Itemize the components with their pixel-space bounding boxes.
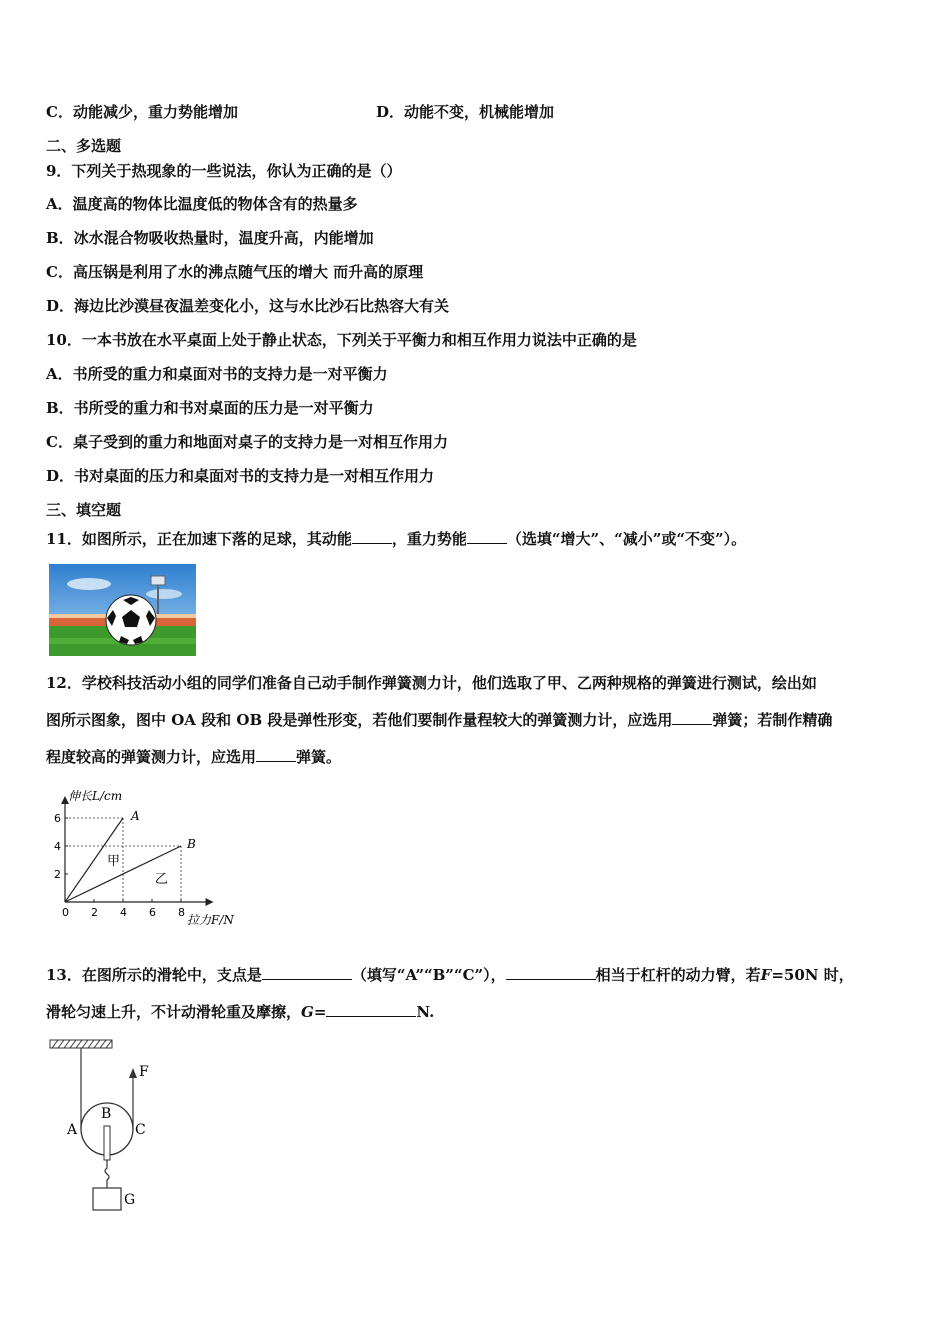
q13-var-f: F (760, 966, 772, 984)
y-tick-label: 2 (54, 868, 61, 881)
q13-line-1c: 相当于杠杆的动力臂，若 (595, 966, 761, 984)
q10-option-a: A．书所受的重力和桌面对书的支持力是一对平衡力 (46, 365, 388, 383)
section-fill-blank-title: 三、填空题 (46, 501, 122, 519)
force-arrow-icon (129, 1068, 137, 1078)
q13-line-2 (46, 1002, 434, 1022)
q13-var-g: G (301, 1003, 314, 1021)
q12-line-2 (46, 710, 832, 730)
x-tick-label: 6 (149, 906, 156, 919)
weight-block (93, 1188, 121, 1210)
q8-option-d: D．动能不变，机械能增加 (376, 103, 555, 121)
q12-line-2a: 图所示图象，图中 OA 段和 OB 段是弹性形变，若他们要制作量程较大的弹簧测力计，应选用 (46, 711, 673, 729)
q11-part3: （选填“增大”、“减小”或“不变”）。 (506, 530, 747, 548)
label-g: G (124, 1192, 136, 1208)
label-a: A (67, 1122, 78, 1138)
q11-part1: 11．如图所示，正在加速下落的足球，其动能 (46, 530, 352, 548)
q10-option-c: C．桌子受到的重力和地面对桌子的支持力是一对相互作用力 (46, 433, 448, 451)
x-tick-label: 2 (91, 906, 98, 919)
q9-stem: 9．下列关于热现象的一些说法，你认为正确的是（） (46, 162, 402, 180)
q13-line-2b: = (313, 1003, 327, 1021)
section-multi-choice-title: 二、多选题 (46, 137, 122, 155)
q13-line-1 (46, 965, 854, 985)
q10-option-b: B．书所受的重力和书对桌面的压力是一对平衡力 (46, 399, 374, 417)
q13-blank-3[interactable] (326, 1002, 416, 1017)
q13-line-2c: N. (416, 1003, 435, 1021)
q13-line-2a: 滑轮匀速上升，不计动滑轮重及摩擦， (46, 1003, 302, 1021)
q12-blank-2[interactable] (256, 747, 296, 762)
q13-blank-1[interactable] (262, 965, 352, 980)
q12-line-2b: 弹簧；若制作精确 (712, 711, 833, 729)
q9-option-c: C．高压锅是利用了水的沸点随气压的增大 而升高的原理 (46, 263, 424, 281)
q10-option-d: D．书对桌面的压力和桌面对书的支持力是一对相互作用力 (46, 467, 435, 485)
q13-blank-2[interactable] (506, 965, 596, 980)
hook-icon (105, 1160, 109, 1188)
q13-line-1a: 13．在图所示的滑轮中，支点是 (46, 966, 262, 984)
spring-extension-graph (46, 784, 256, 932)
q11-part2: ，重力势能 (391, 530, 467, 548)
q9-option-a: A．温度高的物体比温度低的物体含有的热量多 (46, 195, 358, 213)
y-tick-label: 4 (54, 840, 61, 853)
x-tick-label: 0 (62, 906, 69, 919)
y-axis-label: 伸长L/cm (68, 789, 123, 803)
label-c: C (135, 1122, 146, 1138)
x-axis-arrow-icon (206, 898, 214, 906)
q12-line-1: 12．学校科技活动小组的同学们准备自己动手制作弹簧测力计，他们选取了甲、乙两种规格的弹簧进行测试，绘出如 (46, 674, 817, 692)
y-tick-label: 6 (54, 812, 61, 825)
x-axis-label: 拉力F/N (187, 913, 234, 927)
q12-blank-1[interactable] (672, 710, 712, 725)
q13-line-1d: =50N 时， (771, 966, 854, 984)
point-b-label: B (187, 837, 196, 851)
q13-line-1b: （填写“A”“B”“C”）， (351, 966, 506, 984)
q12-line-3b: 弹簧。 (296, 748, 342, 766)
label-b: B (101, 1106, 112, 1122)
q9-option-b: B．冰水混合物吸收热量时，温度升高，内能增加 (46, 229, 374, 247)
q11-blank-1[interactable] (352, 529, 392, 544)
movable-pulley-figure (46, 1036, 166, 1216)
q12-line-3 (46, 747, 341, 767)
x-tick-label: 4 (120, 906, 127, 919)
x-tick-label: 8 (178, 906, 185, 919)
line-yi-label: 乙 (154, 871, 168, 887)
line-jia-label: 甲 (107, 854, 121, 869)
q9-option-d: D．海边比沙漠昼夜温差变化小，这与水比沙石比热容大有关 (46, 297, 450, 315)
graph-series (65, 818, 181, 902)
q8-option-c: C．动能减少，重力势能增加 (46, 103, 238, 121)
soccer-ball-image (49, 564, 196, 656)
point-a-label: A (131, 809, 140, 823)
label-f: F (139, 1064, 149, 1080)
q10-stem: 10．一本书放在水平桌面上处于静止状态，下列关于平衡力和相互作用力说法中正确的是 (46, 331, 637, 349)
q11-blank-2[interactable] (467, 529, 507, 544)
q12-line-3a: 程度较高的弹簧测力计，应选用 (46, 748, 257, 766)
q11-text (46, 529, 746, 549)
